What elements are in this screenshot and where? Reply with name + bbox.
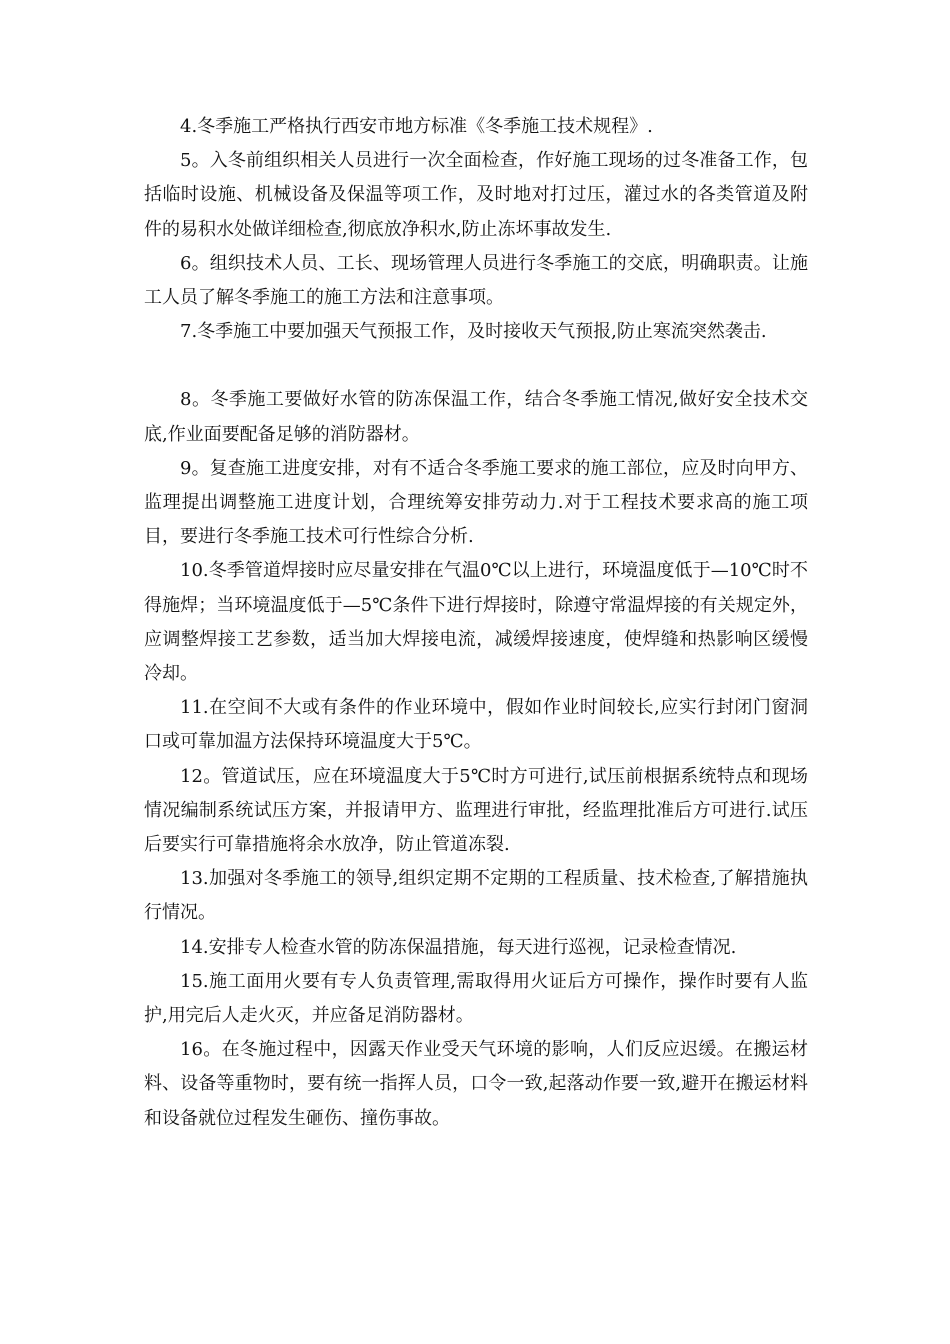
paragraph-16: 16。在冬施过程中，因露天作业受天气环境的影响，人们反应迟缓。在搬运材料、设备等重物时，要有统一指挥人员，口令一致,起落动作要一致,避开在搬运材料和设备就位过程发生砸伤、撞伤事故。 bbox=[144, 1039, 808, 1129]
paragraph-7: 7.冬季施工中要加强天气预报工作，及时接收天气预报,防止寒流突然袭击. bbox=[180, 321, 767, 343]
document-body bbox=[144, 110, 808, 1136]
paragraph-8: 8。冬季施工要做好水管的防冻保温工作，结合冬季施工情况,做好安全技术交底,作业面要配备足够的消防器材。 bbox=[144, 389, 808, 445]
paragraph-14: 14.安排专人检查水管的防冻保温措施，每天进行巡视，记录检查情况. bbox=[180, 936, 737, 958]
paragraph-9: 9。复查施工进度安排，对有不适合冬季施工要求的施工部位，应及时向甲方、监理提出调整施工进度计划，合理统筹安排劳动力.对于工程技术要求高的施工项目，要进行冬季施工技术可行性综合分析. bbox=[144, 457, 808, 548]
paragraph-10: 10.冬季管道焊接时应尽量安排在气温0℃以上进行，环境温度低于—10℃时不得施焊；当环境温度低于—5℃条件下进行焊接时，除遵守常温焊接的有关规定外，应调整焊接工艺参数，适当加大焊接电流，减缓焊接速度，使焊缝和热影响区缓慢冷却。 bbox=[144, 560, 808, 685]
paragraph-15: 15.施工面用火要有专人负责管理,需取得用火证后方可操作，操作时要有人监护,用完后人走火灭，并应备足消防器材。 bbox=[144, 970, 808, 1027]
paragraph-4: 4.冬季施工严格执行西安市地方标准《冬季施工技术规程》. bbox=[180, 116, 653, 137]
paragraph-13: 13.加强对冬季施工的领导,组织定期不定期的工程质量、技术检查,了解措施执行情况。 bbox=[144, 868, 808, 924]
paragraph-5: 5。入冬前组织相关人员进行一次全面检查，作好施工现场的过冬准备工作，包括临时设施、机械设备及保温等项工作，及时地对打过压，灌过水的各类管道及附件的易积水处做详细检查,彻底放净积水,防止冻坏事故发生. bbox=[144, 150, 808, 240]
paragraph-11: 11.在空间不大或有条件的作业环境中，假如作业时间较长,应实行封闭门窗洞口或可靠加温方法保持环境温度大于5℃。 bbox=[144, 697, 808, 753]
paragraph-12: 12。管道试压，应在环境温度大于5℃时方可进行,试压前根据系统特点和现场情况编制系统试压方案，并报请甲方、监理进行审批，经监理批准后方可进行.试压后要实行可靠措施将余水放净，防止管道冻裂. bbox=[144, 765, 808, 856]
paragraph-6: 6。组织技术人员、工长、现场管理人员进行冬季施工的交底，明确职责。让施工人员了解冬季施工的施工方法和注意事项。 bbox=[144, 252, 808, 309]
